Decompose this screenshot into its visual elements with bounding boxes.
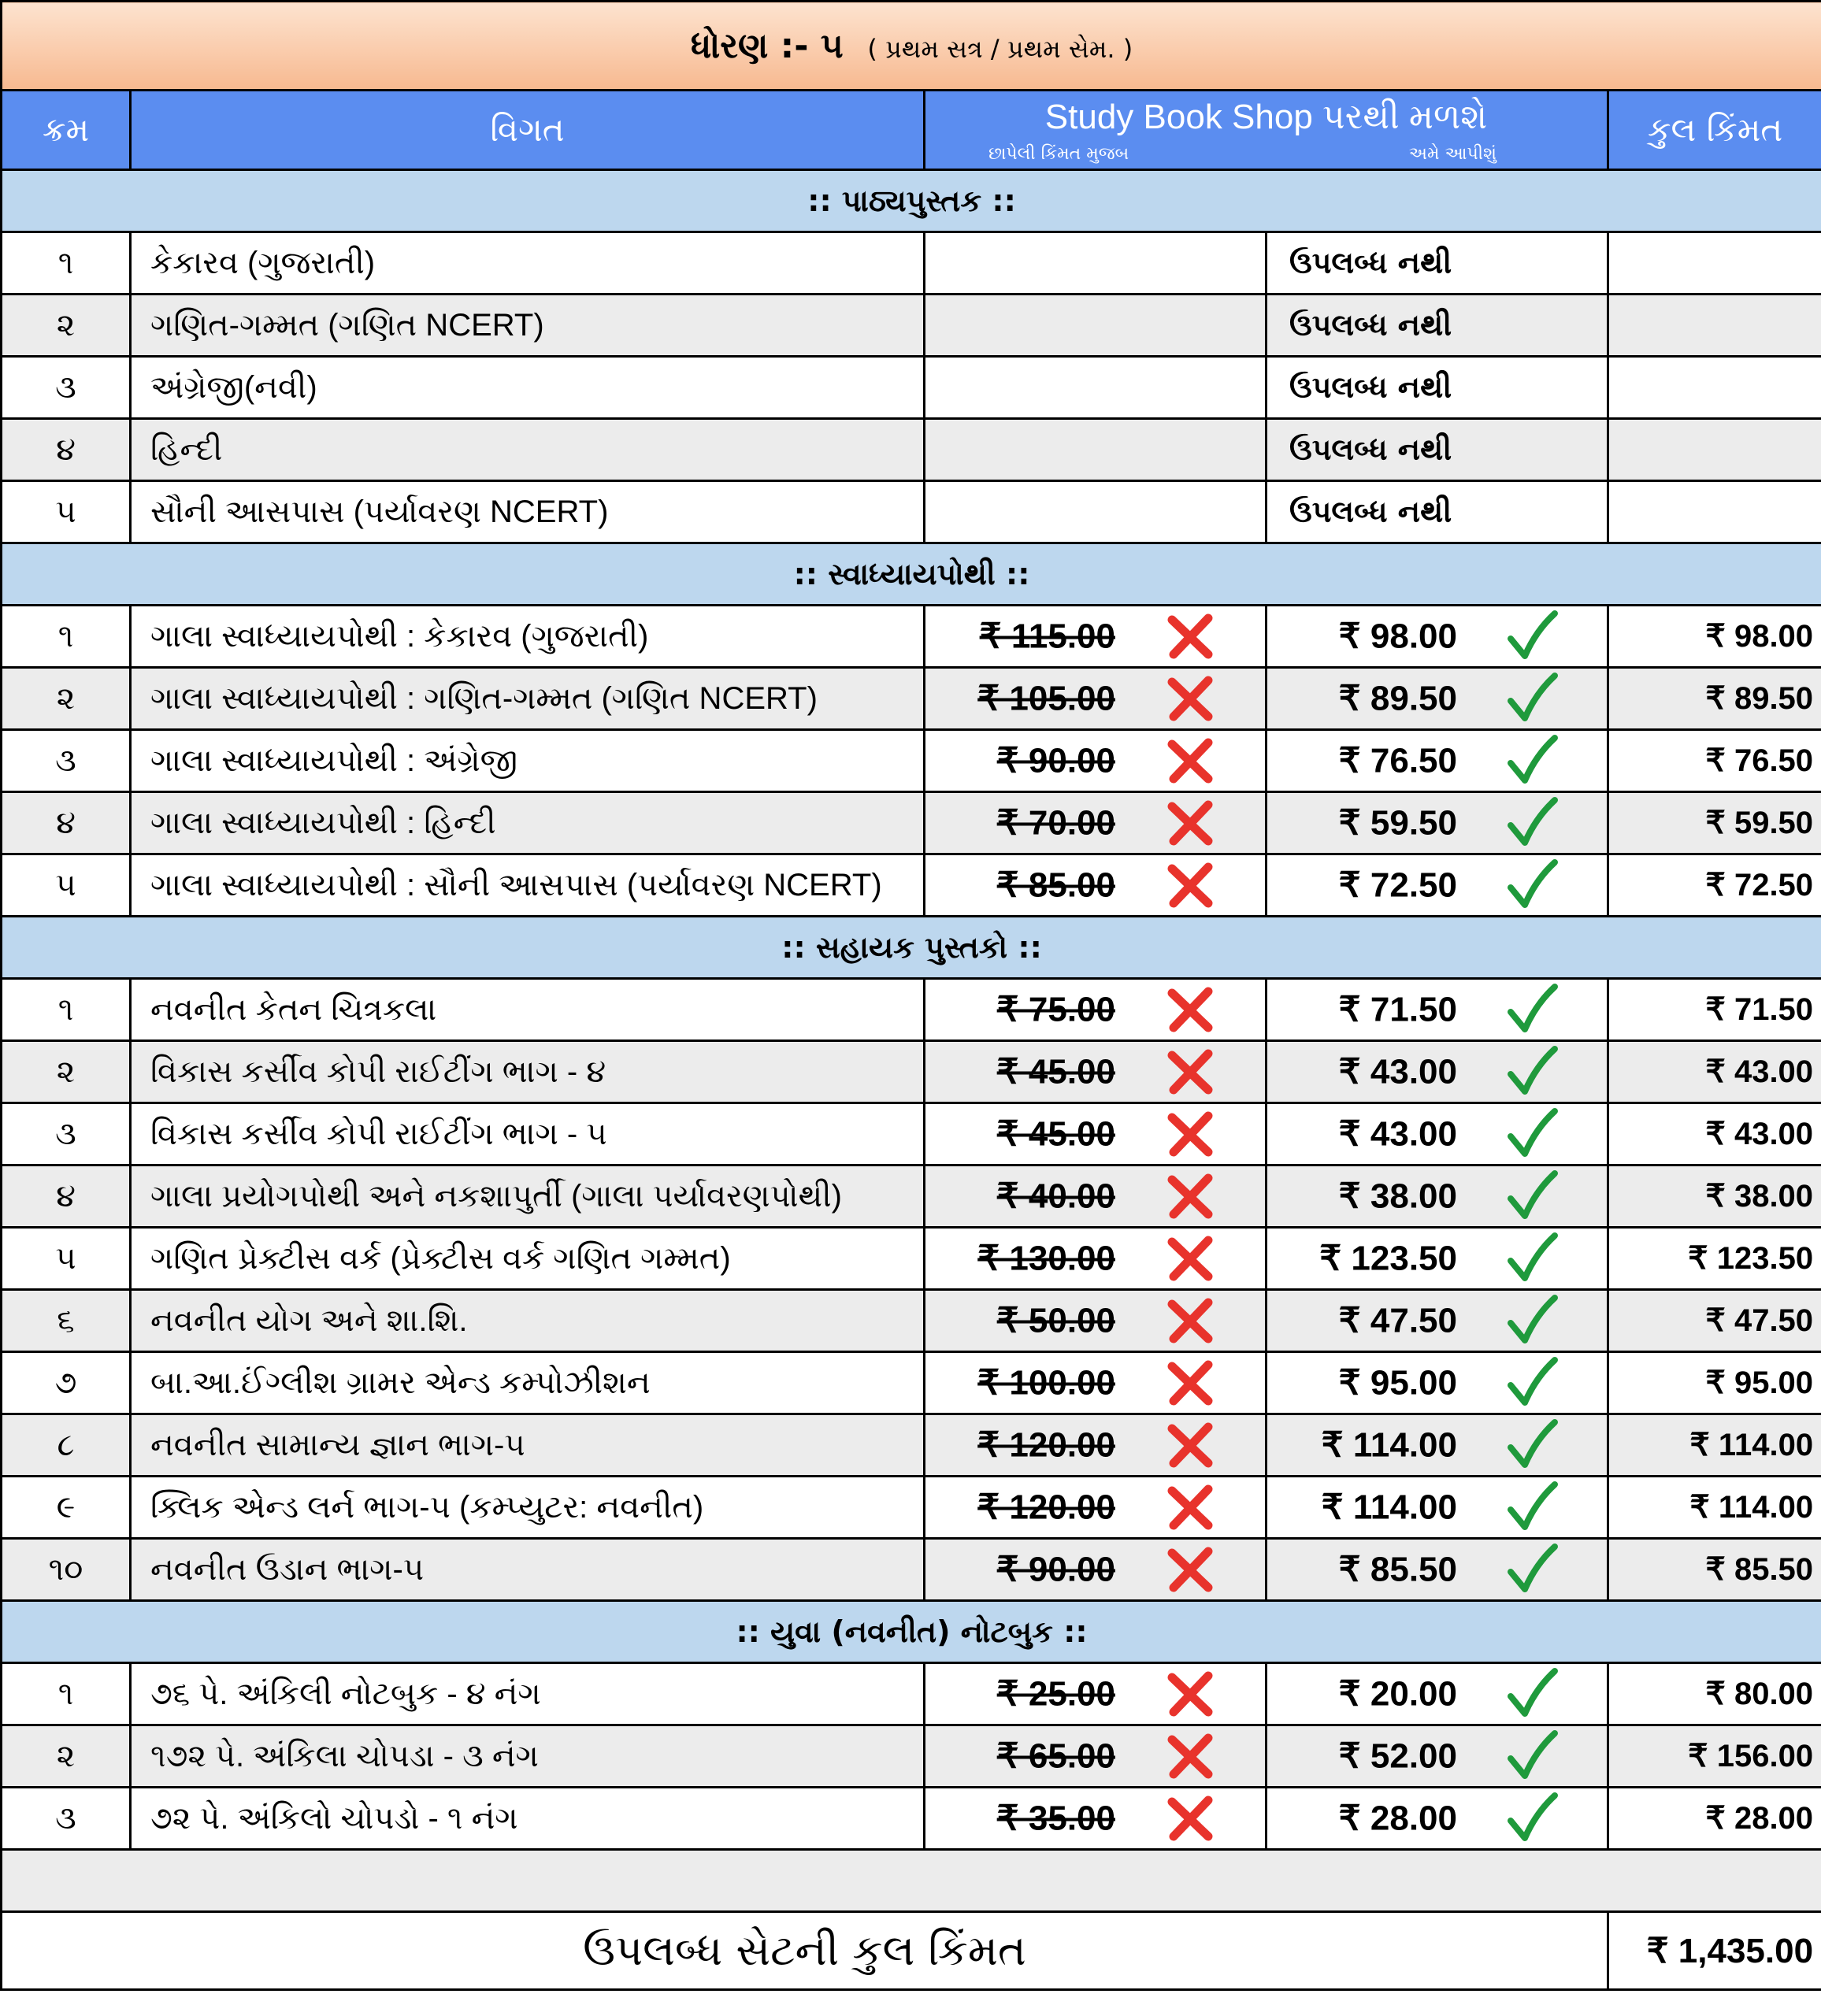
red-x-icon <box>1163 1293 1218 1348</box>
printed-price-cell <box>925 1103 1267 1166</box>
item-number: ૭ <box>2 1352 131 1414</box>
our-price: ₹ 85.50 <box>1338 1550 1457 1589</box>
green-check-icon <box>1504 858 1560 913</box>
printed-price: ₹ 50.00 <box>996 1301 1115 1340</box>
item-total: ₹ 114.00 <box>1608 1414 1821 1477</box>
header-total: કુલ કિંમત <box>1608 91 1821 170</box>
item-total: ₹ 47.50 <box>1608 1290 1821 1352</box>
printed-price: ₹ 100.00 <box>977 1363 1115 1403</box>
item-total <box>1608 481 1821 543</box>
item-number: ૧ <box>2 232 131 295</box>
our-price-cell <box>1267 1103 1608 1166</box>
red-x-icon <box>1163 1480 1218 1535</box>
item-total: ₹ 114.00 <box>1608 1477 1821 1539</box>
table-row <box>2 1041 1821 1103</box>
item-total: ₹ 76.50 <box>1608 730 1821 792</box>
printed-price: ₹ 25.00 <box>996 1674 1115 1714</box>
our-price-cell <box>1267 1539 1608 1601</box>
availability-status: ઉપલબ્ધ નથી <box>1289 494 1452 529</box>
section-title: :: સ્વાધ્યાયપોથી :: <box>2 543 1821 606</box>
printed-price-cell <box>925 1477 1267 1539</box>
red-x-icon <box>1163 1791 1218 1846</box>
red-x-icon <box>1163 733 1218 788</box>
item-name: નવનીત ઉડાન ભાગ-૫ <box>131 1539 925 1601</box>
item-name: નવનીત કેતન ચિત્રકલા <box>131 979 925 1041</box>
green-check-icon <box>1504 1542 1560 1597</box>
printed-price-cell <box>925 1788 1267 1850</box>
item-name: ગણિત પ્રેક્ટીસ વર્ક (પ્રેક્ટીસ વર્ક ગણિત ગમ્મત) <box>131 1228 925 1290</box>
table-row <box>2 232 1821 295</box>
our-price-cell <box>1267 606 1608 668</box>
item-total: ₹ 71.50 <box>1608 979 1821 1041</box>
item-name: ક્લિક એન્ડ લર્ન ભાગ-૫ (કમ્પ્યુટર: નવનીત) <box>131 1477 925 1539</box>
green-check-icon <box>1504 982 1560 1037</box>
printed-price-cell <box>925 1663 1267 1725</box>
item-number: ૩ <box>2 1788 131 1850</box>
item-total: ₹ 80.00 <box>1608 1663 1821 1725</box>
item-number: ૮ <box>2 1414 131 1477</box>
item-number: ૩ <box>2 357 131 419</box>
green-check-icon <box>1504 733 1560 788</box>
our-price: ₹ 89.50 <box>1338 679 1457 718</box>
header-name: વિગત <box>131 91 925 170</box>
table-row <box>2 295 1821 357</box>
our-price-cell <box>1267 419 1608 481</box>
printed-price-cell <box>925 295 1267 357</box>
printed-price-cell <box>925 1352 1267 1414</box>
item-total: ₹ 43.00 <box>1608 1041 1821 1103</box>
item-name: ગાલા સ્વાધ્યાયપોથી : ગણિત-ગમ્મત (ગણિત NCERT) <box>131 668 925 730</box>
table-row <box>2 730 1821 792</box>
spacer-cell <box>2 1850 1821 1912</box>
printed-price: ₹ 130.00 <box>977 1239 1115 1278</box>
item-number: ૨ <box>2 1725 131 1788</box>
item-name: નવનીત યોગ અને શા.શિ. <box>131 1290 925 1352</box>
availability-status: ઉપલબ્ધ નથી <box>1289 245 1452 280</box>
table-row <box>2 357 1821 419</box>
item-name: બા.આ.ઈંગ્લીશ ગ્રામર એન્ડ કમ્પોઝીશન <box>131 1352 925 1414</box>
green-check-icon <box>1504 1729 1560 1784</box>
section-title: :: સહાયક પુસ્તકો :: <box>2 917 1821 979</box>
summary-total: ₹ 1,435.00 <box>1608 1912 1821 1990</box>
item-number: ૧ <box>2 1663 131 1725</box>
item-name: ગાલા સ્વાધ્યાયપોથી : હિન્દી <box>131 792 925 854</box>
printed-price-cell <box>925 1041 1267 1103</box>
green-check-icon <box>1504 1106 1560 1162</box>
item-name: નવનીત સામાન્ય જ્ઞાન ભાગ-૫ <box>131 1414 925 1477</box>
item-number: ૨ <box>2 295 131 357</box>
our-price-cell <box>1267 668 1608 730</box>
table-row <box>2 1166 1821 1228</box>
printed-price-cell <box>925 232 1267 295</box>
item-total: ₹ 89.50 <box>1608 668 1821 730</box>
green-check-icon <box>1504 1666 1560 1721</box>
printed-price: ₹ 75.00 <box>996 990 1115 1029</box>
table-row <box>2 419 1821 481</box>
item-name: ગાલા સ્વાધ્યાયપોથી : સૌની આસપાસ (પર્યાવરણ NCERT) <box>131 854 925 917</box>
item-total: ₹ 98.00 <box>1608 606 1821 668</box>
table-row <box>2 1228 1821 1290</box>
table-row <box>2 481 1821 543</box>
our-price-cell <box>1267 854 1608 917</box>
header-no: ક્રમ <box>2 91 131 170</box>
green-check-icon <box>1504 795 1560 850</box>
item-name: ગણિત-ગમ્મત (ગણિત NCERT) <box>131 295 925 357</box>
item-number: ૨ <box>2 1041 131 1103</box>
green-check-icon <box>1504 671 1560 726</box>
green-check-icon <box>1504 1231 1560 1286</box>
printed-price-cell <box>925 481 1267 543</box>
page-title <box>2 2 1821 91</box>
item-total <box>1608 357 1821 419</box>
green-check-icon <box>1504 1480 1560 1535</box>
summary-label: ઉપલબ્ધ સેટની કુલ કિંમત <box>2 1912 1608 1990</box>
printed-price: ₹ 105.00 <box>977 679 1115 718</box>
printed-price-cell <box>925 668 1267 730</box>
table-row <box>2 668 1821 730</box>
printed-price: ₹ 45.00 <box>996 1052 1115 1091</box>
section-row <box>2 1601 1821 1663</box>
green-check-icon <box>1504 1044 1560 1099</box>
our-price-cell <box>1267 1228 1608 1290</box>
green-check-icon <box>1504 1791 1560 1846</box>
red-x-icon <box>1163 982 1218 1037</box>
title-row <box>2 2 1821 91</box>
our-price: ₹ 76.50 <box>1338 741 1457 780</box>
red-x-icon <box>1163 1106 1218 1162</box>
our-price: ₹ 98.00 <box>1338 617 1457 656</box>
printed-price-cell <box>925 357 1267 419</box>
item-total: ₹ 72.50 <box>1608 854 1821 917</box>
section-row <box>2 170 1821 232</box>
item-number: ૫ <box>2 481 131 543</box>
our-price-cell <box>1267 730 1608 792</box>
header-shop-sub-ours: અમે આપીશું <box>1408 144 1496 164</box>
our-price-cell <box>1267 1290 1608 1352</box>
our-price-cell <box>1267 1477 1608 1539</box>
printed-price-cell <box>925 606 1267 668</box>
our-price-cell <box>1267 1788 1608 1850</box>
green-check-icon <box>1504 1169 1560 1224</box>
our-price: ₹ 43.00 <box>1338 1052 1457 1091</box>
item-name: હિન્દી <box>131 419 925 481</box>
item-number: ૧ <box>2 979 131 1041</box>
our-price-cell <box>1267 232 1608 295</box>
table-row <box>2 1663 1821 1725</box>
item-total: ₹ 95.00 <box>1608 1352 1821 1414</box>
printed-price-cell <box>925 1725 1267 1788</box>
table-row <box>2 606 1821 668</box>
item-number: ૬ <box>2 1290 131 1352</box>
printed-price-cell <box>925 1290 1267 1352</box>
item-total: ₹ 59.50 <box>1608 792 1821 854</box>
printed-price-cell <box>925 1228 1267 1290</box>
our-price-cell <box>1267 979 1608 1041</box>
item-name: ૭૨ પે. અંકિલો ચોપડો - ૧ નંગ <box>131 1788 925 1850</box>
table-row <box>2 1103 1821 1166</box>
green-check-icon <box>1504 609 1560 664</box>
our-price-cell <box>1267 792 1608 854</box>
our-price: ₹ 43.00 <box>1338 1114 1457 1154</box>
red-x-icon <box>1163 1169 1218 1224</box>
our-price: ₹ 38.00 <box>1338 1177 1457 1216</box>
printed-price: ₹ 65.00 <box>996 1736 1115 1776</box>
red-x-icon <box>1163 1729 1218 1784</box>
our-price-cell <box>1267 295 1608 357</box>
table-row <box>2 1477 1821 1539</box>
item-total: ₹ 43.00 <box>1608 1103 1821 1166</box>
our-price: ₹ 95.00 <box>1338 1363 1457 1403</box>
our-price: ₹ 52.00 <box>1338 1736 1457 1776</box>
our-price: ₹ 114.00 <box>1321 1425 1457 1465</box>
printed-price: ₹ 120.00 <box>977 1488 1115 1527</box>
item-total: ₹ 123.50 <box>1608 1228 1821 1290</box>
item-total: ₹ 156.00 <box>1608 1725 1821 1788</box>
title-sub: ( પ્રથમ સત્ર / પ્રથમ સેમ. ) <box>867 33 1133 64</box>
item-name: વિકાસ કર્સીવ કોપી રાઈટીંગ ભાગ - ૪ <box>131 1041 925 1103</box>
item-total <box>1608 419 1821 481</box>
table-row <box>2 1539 1821 1601</box>
header-row <box>2 91 1821 170</box>
item-number: ૩ <box>2 1103 131 1166</box>
item-name: ગાલા સ્વાધ્યાયપોથી : કેકારવ (ગુજરાતી) <box>131 606 925 668</box>
header-shop <box>925 91 1608 170</box>
printed-price-cell <box>925 1166 1267 1228</box>
red-x-icon <box>1163 609 1218 664</box>
red-x-icon <box>1163 1231 1218 1286</box>
header-shop-title: Study Book Shop પરથી મળશે <box>1044 98 1488 136</box>
item-number: ૧૦ <box>2 1539 131 1601</box>
item-number: ૨ <box>2 668 131 730</box>
red-x-icon <box>1163 1666 1218 1721</box>
printed-price: ₹ 90.00 <box>996 741 1115 780</box>
our-price-cell <box>1267 481 1608 543</box>
printed-price-cell <box>925 1539 1267 1601</box>
our-price-cell <box>1267 1041 1608 1103</box>
printed-price: ₹ 70.00 <box>996 803 1115 843</box>
item-name: ગાલા પ્રયોગપોથી અને નકશાપુર્તી (ગાલા પર્યાવરણપોથી) <box>131 1166 925 1228</box>
item-number: ૪ <box>2 792 131 854</box>
item-number: ૪ <box>2 419 131 481</box>
our-price-cell <box>1267 1414 1608 1477</box>
section-title: :: યુવા (નવનીત) નોટબુક :: <box>2 1601 1821 1663</box>
section-title: :: પાઠ્યપુસ્તક :: <box>2 170 1821 232</box>
item-number: ૫ <box>2 1228 131 1290</box>
item-number: ૯ <box>2 1477 131 1539</box>
our-price-cell <box>1267 1663 1608 1725</box>
red-x-icon <box>1163 1418 1218 1473</box>
red-x-icon <box>1163 858 1218 913</box>
availability-status: ઉપલબ્ધ નથી <box>1289 432 1452 467</box>
item-name: સૌની આસપાસ (પર્યાવરણ NCERT) <box>131 481 925 543</box>
printed-price-cell <box>925 1414 1267 1477</box>
summary-row <box>2 1912 1821 1990</box>
red-x-icon <box>1163 1355 1218 1410</box>
our-price: ₹ 71.50 <box>1338 990 1457 1029</box>
our-price: ₹ 20.00 <box>1338 1674 1457 1714</box>
red-x-icon <box>1163 1542 1218 1597</box>
table-row <box>2 979 1821 1041</box>
our-price-cell <box>1267 1166 1608 1228</box>
our-price: ₹ 114.00 <box>1321 1488 1457 1527</box>
item-total: ₹ 38.00 <box>1608 1166 1821 1228</box>
printed-price: ₹ 90.00 <box>996 1550 1115 1589</box>
item-total: ₹ 28.00 <box>1608 1788 1821 1850</box>
table-row <box>2 1725 1821 1788</box>
green-check-icon <box>1504 1293 1560 1348</box>
header-shop-sub-printed: છાપેલી કિંમત મુજબ <box>988 144 1129 164</box>
table-row <box>2 1414 1821 1477</box>
item-total <box>1608 295 1821 357</box>
table-row <box>2 1352 1821 1414</box>
table-row <box>2 854 1821 917</box>
spacer-row <box>2 1850 1821 1912</box>
item-total <box>1608 232 1821 295</box>
our-price-cell <box>1267 357 1608 419</box>
our-price: ₹ 28.00 <box>1338 1799 1457 1838</box>
our-price: ₹ 59.50 <box>1338 803 1457 843</box>
table-row <box>2 1788 1821 1850</box>
availability-status: ઉપલબ્ધ નથી <box>1289 307 1452 343</box>
item-name: ૭૬ પે. અંકિલી નોટબુક - ૪ નંગ <box>131 1663 925 1725</box>
item-name: ૧૭૨ પે. અંકિલા ચોપડા - ૩ નંગ <box>131 1725 925 1788</box>
item-number: ૫ <box>2 854 131 917</box>
green-check-icon <box>1504 1355 1560 1410</box>
item-name: કેકારવ (ગુજરાતી) <box>131 232 925 295</box>
printed-price-cell <box>925 730 1267 792</box>
our-price: ₹ 47.50 <box>1338 1301 1457 1340</box>
our-price-cell <box>1267 1725 1608 1788</box>
table-row <box>2 1290 1821 1352</box>
our-price: ₹ 123.50 <box>1319 1239 1457 1278</box>
item-name: ગાલા સ્વાધ્યાયપોથી : અંગ્રેજી <box>131 730 925 792</box>
red-x-icon <box>1163 1044 1218 1099</box>
printed-price: ₹ 40.00 <box>996 1177 1115 1216</box>
item-name: અંગ્રેજી(નવી) <box>131 357 925 419</box>
printed-price: ₹ 120.00 <box>977 1425 1115 1465</box>
table-row <box>2 792 1821 854</box>
section-row <box>2 543 1821 606</box>
printed-price: ₹ 35.00 <box>996 1799 1115 1838</box>
printed-price: ₹ 85.00 <box>996 865 1115 905</box>
item-total: ₹ 85.50 <box>1608 1539 1821 1601</box>
title-main: ધોરણ :- ૫ <box>690 25 844 66</box>
red-x-icon <box>1163 795 1218 850</box>
printed-price: ₹ 45.00 <box>996 1114 1115 1154</box>
item-number: ૪ <box>2 1166 131 1228</box>
red-x-icon <box>1163 671 1218 726</box>
availability-status: ઉપલબ્ધ નથી <box>1289 369 1452 405</box>
printed-price-cell <box>925 979 1267 1041</box>
green-check-icon <box>1504 1418 1560 1473</box>
item-number: ૧ <box>2 606 131 668</box>
our-price: ₹ 72.50 <box>1338 865 1457 905</box>
section-row <box>2 917 1821 979</box>
printed-price-cell <box>925 854 1267 917</box>
item-name: વિકાસ કર્સીવ કોપી રાઈટીંગ ભાગ - ૫ <box>131 1103 925 1166</box>
item-number: ૩ <box>2 730 131 792</box>
printed-price: ₹ 115.00 <box>979 617 1115 656</box>
printed-price-cell <box>925 419 1267 481</box>
our-price-cell <box>1267 1352 1608 1414</box>
printed-price-cell <box>925 792 1267 854</box>
